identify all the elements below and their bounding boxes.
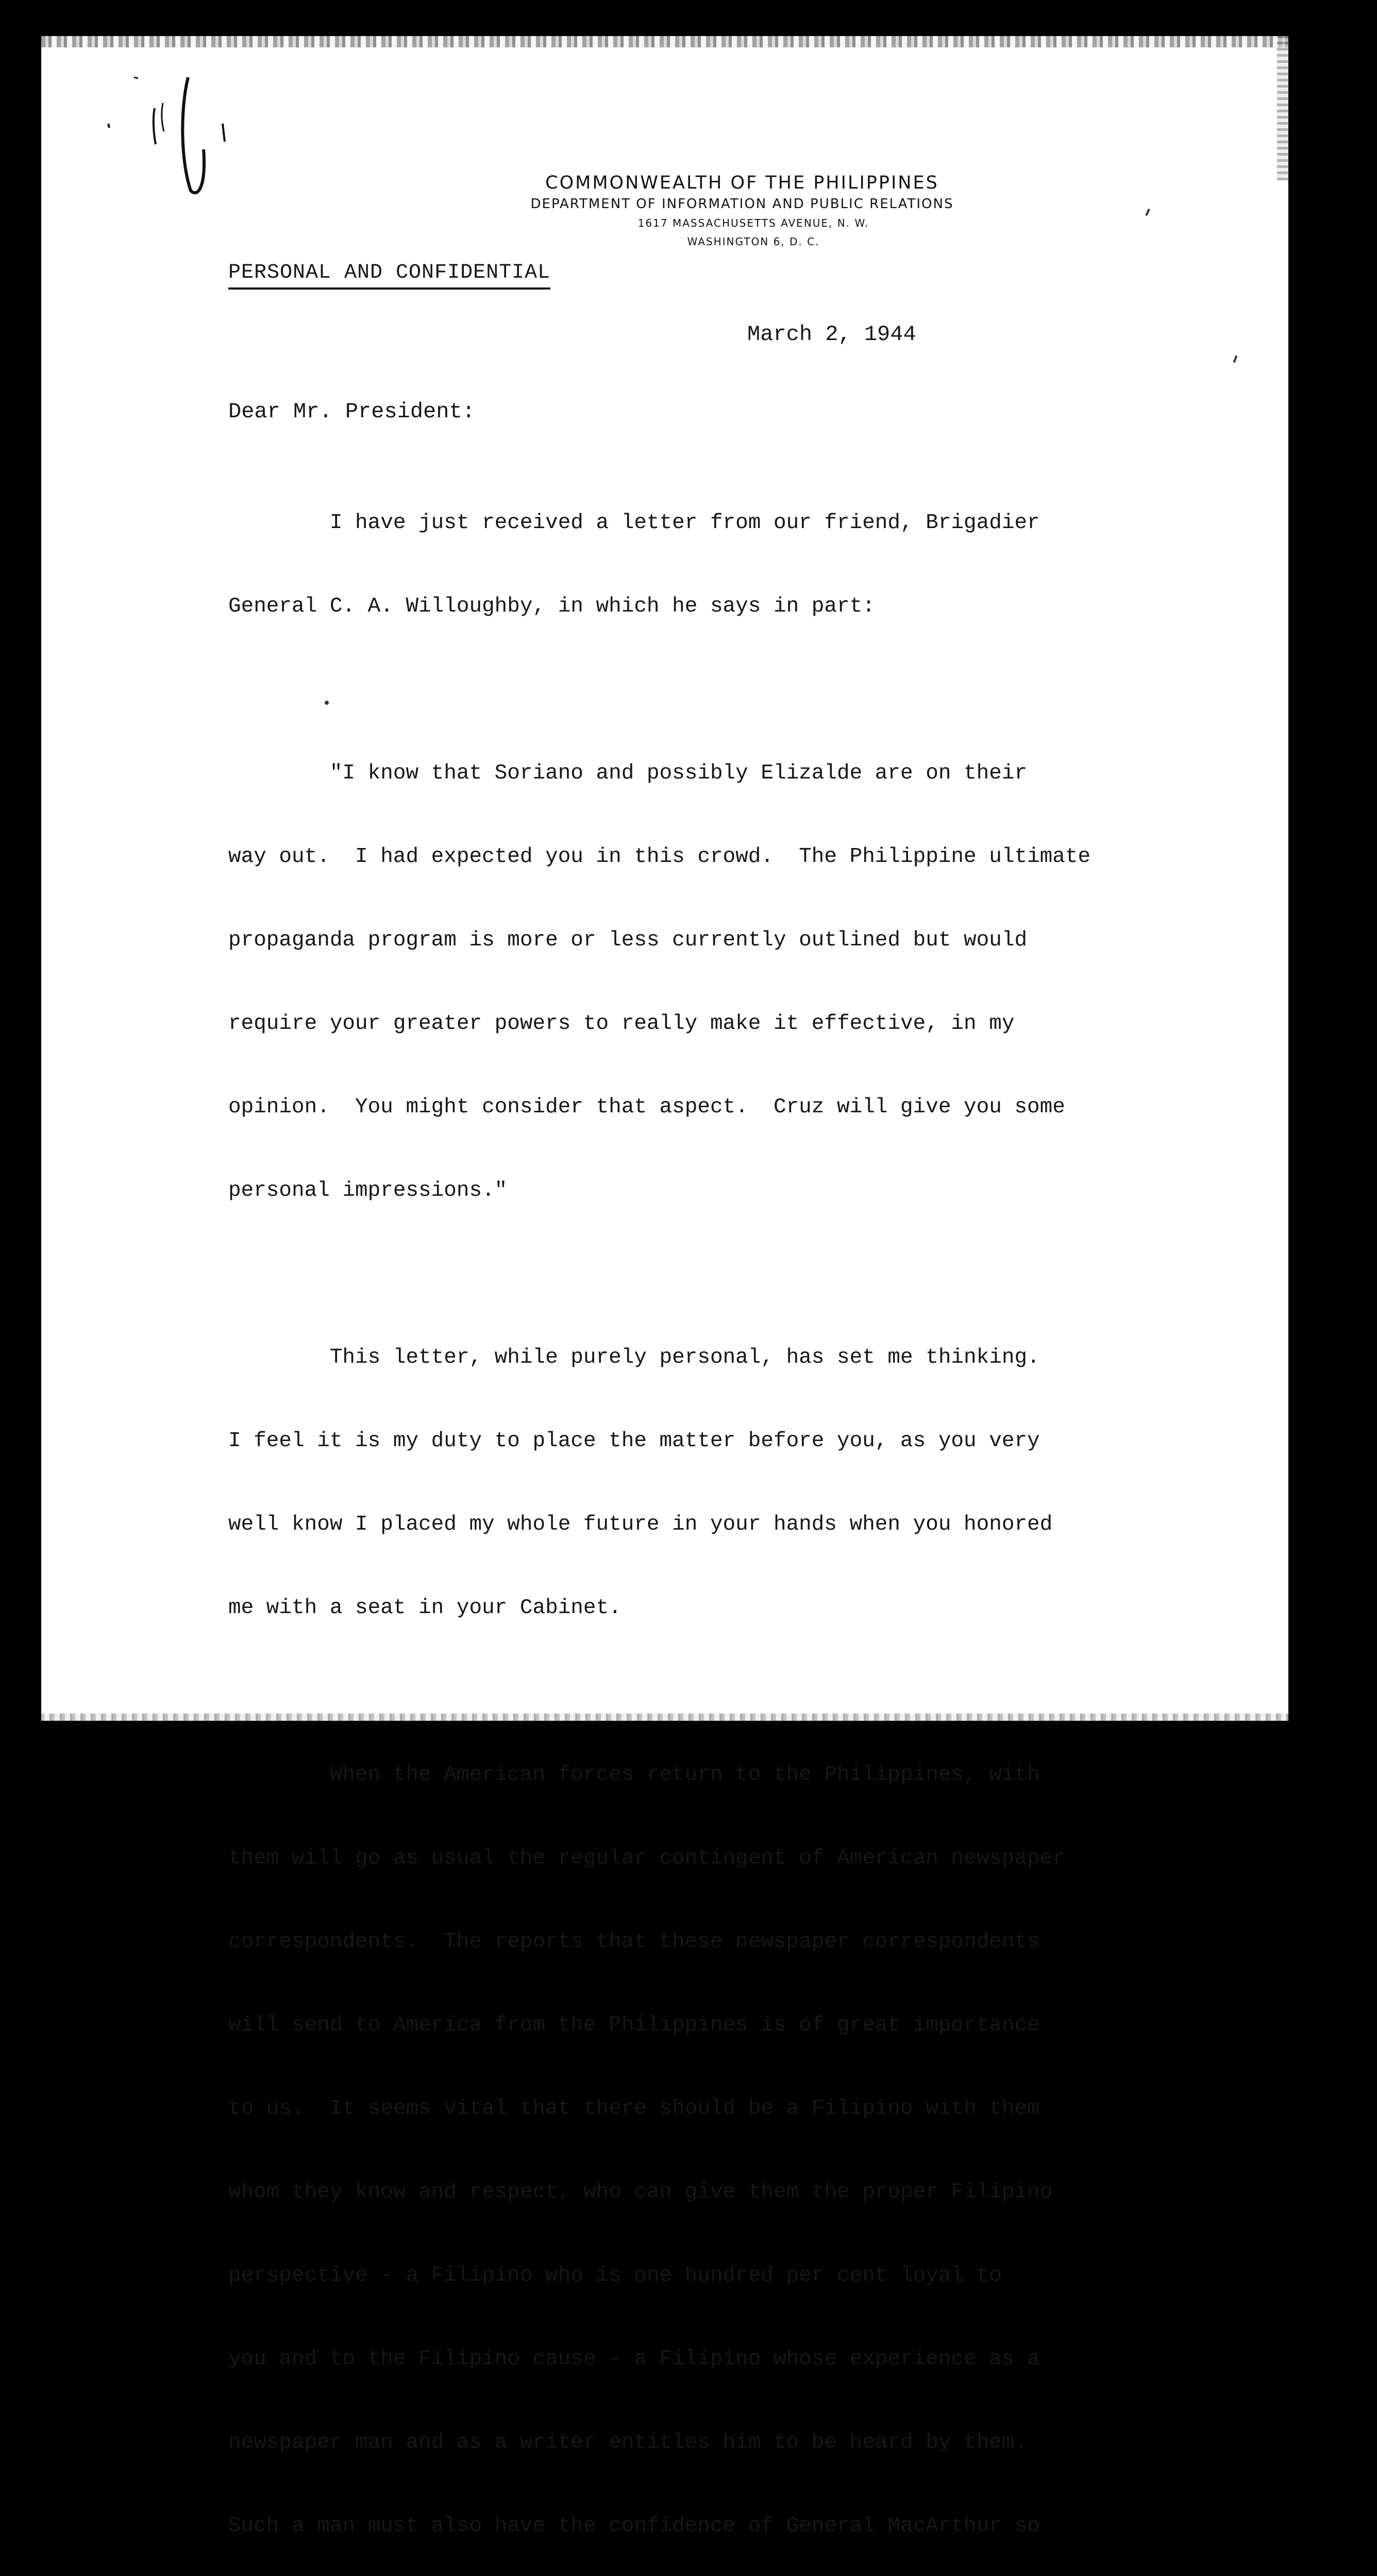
paragraph-quote	[228, 704, 1207, 1260]
paragraph-intro	[228, 453, 1207, 676]
letterhead-address: 1617 MASSACHUSETTS AVENUE, N. W.	[637, 217, 869, 229]
body-line: to us. It seems vital that there should be a Filipino with them	[228, 2097, 1040, 2121]
body-line: way out. I had expected you in this crowd. The Philippine ultimate	[228, 845, 1091, 869]
body-line: whom they know and respect, who can give them the proper Filipino	[228, 2180, 1053, 2204]
body-line: them will go as usual the regular contingent of American newspaper	[228, 1846, 1065, 1870]
letter-date: March 2, 1944	[747, 322, 916, 347]
salutation: Dear Mr. President:	[228, 399, 475, 424]
letter-body	[228, 453, 1207, 2576]
body-line: When the American forces return to the Philippines, with	[228, 1763, 1040, 1787]
paragraph-duty	[228, 1288, 1207, 1677]
scan-edge-top	[41, 36, 1288, 47]
body-line: personal impressions."	[228, 1179, 508, 1202]
letterhead-organization: COMMONWEALTH OF THE PHILIPPINES	[545, 173, 939, 193]
scan-edge-right	[1277, 36, 1288, 180]
body-line: I have just received a letter from our friend, Brigadier	[228, 511, 1040, 535]
body-line: require your greater powers to really make it effective, in my	[228, 1012, 1015, 1036]
body-line: you and to the Filipino cause - a Filipino whose experience as a	[228, 2347, 1040, 2371]
body-line: well know I placed my whole future in your hands when you honored	[228, 1513, 1053, 1536]
body-line: "I know that Soriano and possibly Elizalde are on their	[228, 761, 1028, 785]
body-line: newspaper man and as a writer entitles him to be heard by them.	[228, 2431, 1028, 2454]
body-line: perspective - a Filipino who is one hundred per cent loyal to	[228, 2264, 1002, 2287]
confidential-heading: PERSONAL AND CONFIDENTIAL	[228, 261, 550, 290]
stray-ink-mark	[325, 701, 329, 705]
body-line: Such a man must also have the confidence of General MacArthur so	[228, 2514, 1040, 2538]
letterhead-city: WASHINGTON 6, D. C.	[687, 235, 820, 248]
letterhead-department: DEPARTMENT OF INFORMATION AND PUBLIC RELATIONS	[530, 196, 954, 212]
body-line: me with a seat in your Cabinet.	[228, 1596, 622, 1620]
body-line: I feel it is my duty to place the matter before you, as you very	[228, 1429, 1040, 1453]
body-line: General C. A. Willoughby, in which he says in part:	[228, 595, 875, 618]
stray-ink-mark	[1233, 355, 1238, 363]
body-line: will send to America from the Philippines is of great importance	[228, 2013, 1040, 2037]
body-line: opinion. You might consider that aspect. Cruz will give you some	[228, 1095, 1065, 1119]
body-line: This letter, while purely personal, has set me thinking.	[228, 1346, 1040, 1369]
paragraph-correspondents	[228, 1705, 1207, 2576]
body-line: correspondents. The reports that these newspaper correspondents	[228, 1930, 1040, 1954]
letter-page	[41, 36, 1288, 2538]
body-line: propaganda program is more or less currently outlined but would	[228, 928, 1028, 952]
letterhead	[41, 173, 1288, 248]
